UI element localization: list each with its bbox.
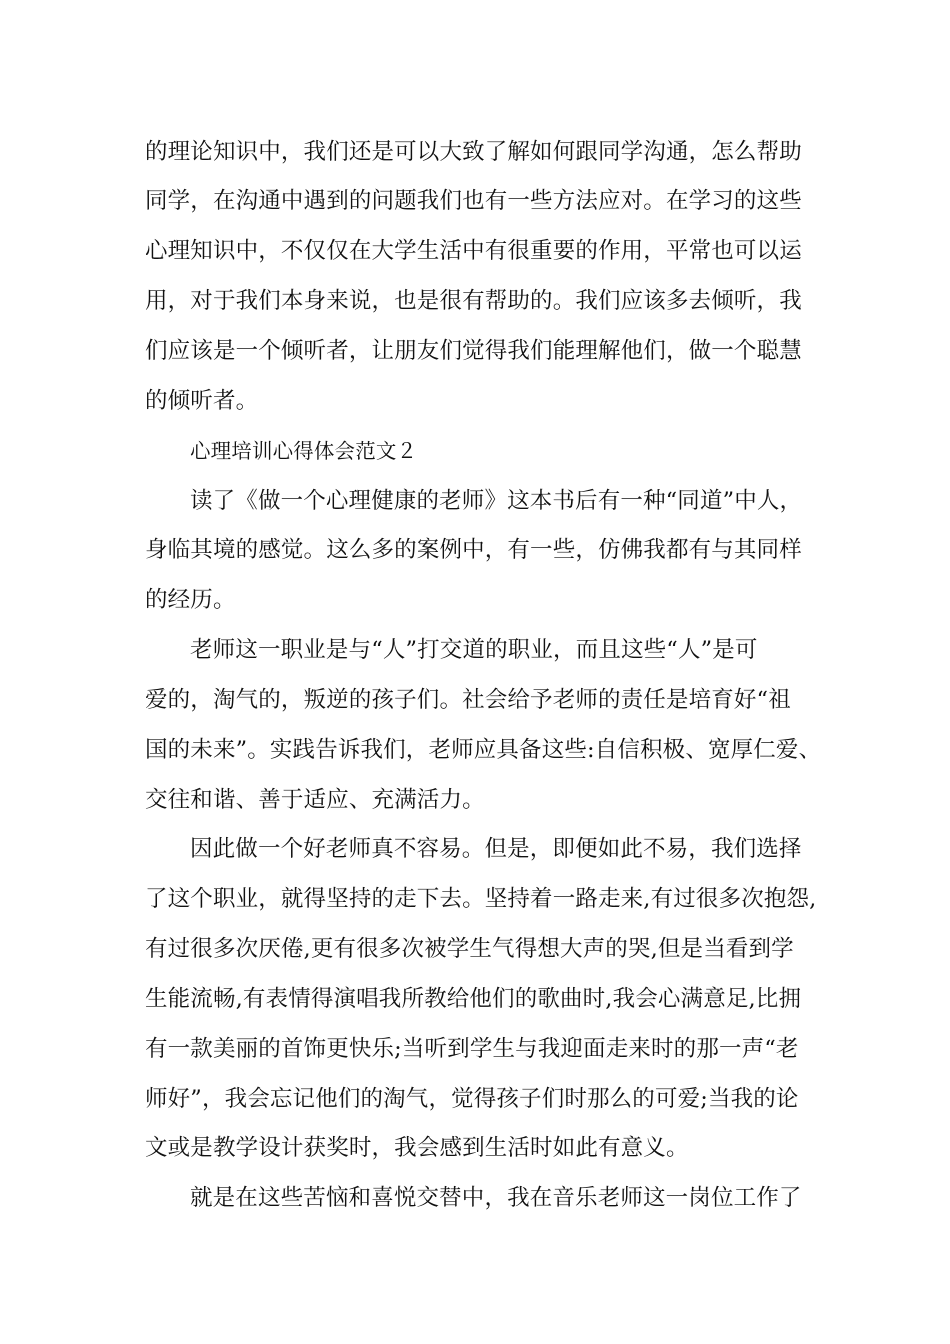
paragraph-4-line-7: 文或是教学设计获奖时，我会感到生活时如此有意义。 [145, 1135, 689, 1161]
paragraph-3-line-2: 爱的，淘气的，叛逆的孩子们。社会给予老师的责任是培育好“祖 [145, 687, 791, 713]
section-heading: 心理培训心得体会范文２ [190, 439, 418, 463]
paragraph-4-line-4: 生能流畅,有表情得演唱我所教给他们的歌曲时,我会心满意足,比拥 [145, 986, 802, 1012]
paragraph-1-line-3: 心理知识中，不仅仅在大学生活中有很重要的作用，平常也可以运 [145, 238, 802, 264]
paragraph-3-line-1: 老师这一职业是与“人”打交道的职业，而且这些“人”是可 [190, 637, 758, 663]
paragraph-1-line-4: 用，对于我们本身来说，也是很有帮助的。我们应该多去倾听，我 [145, 288, 802, 314]
paragraph-1-line-5: 们应该是一个倾听者，让朋友们觉得我们能理解他们，做一个聪慧 [145, 338, 802, 364]
paragraph-4-line-5: 有一款美丽的首饰更快乐;当听到学生与我迎面走来时的那一声“老 [145, 1036, 799, 1062]
paragraph-4-line-6: 师好”，我会忘记他们的淘气，觉得孩子们时那么的可爱;当我的论 [145, 1086, 799, 1112]
paragraph-2-line-1: 读了《做一个心理健康的老师》这本书后有一种“同道”中人， [190, 488, 803, 514]
paragraph-4-line-1: 因此做一个好老师真不容易。但是，即便如此不易，我们选择 [190, 836, 802, 862]
paragraph-5-line-1: 就是在这些苦恼和喜悦交替中，我在音乐老师这一岗位工作了 [190, 1185, 802, 1211]
paragraph-1-line-6: 的倾听者。 [145, 388, 259, 414]
paragraph-3-line-4: 交往和谐、善于适应、充满活力。 [145, 787, 485, 813]
paragraph-4-line-3: 有过很多次厌倦,更有很多次被学生气得想大声的哭,但是当看到学 [145, 936, 794, 962]
paragraph-1-line-1: 的理论知识中，我们还是可以大致了解如何跟同学沟通，怎么帮助 [145, 139, 802, 165]
paragraph-3-line-3: 国的未来”。实践告诉我们，老师应具备这些:自信积极、宽厚仁爱、 [145, 737, 822, 763]
paragraph-2-line-3: 的经历。 [145, 587, 236, 613]
paragraph-1-line-2: 同学，在沟通中遇到的问题我们也有一些方法应对。在学习的这些 [145, 188, 802, 214]
paragraph-4-line-2: 了这个职业，就得坚持的走下去。坚持着一路走来,有过很多次抱怨, [145, 886, 817, 912]
paragraph-2-line-2: 身临其境的感觉。这么多的案例中，有一些，仿佛我都有与其同样 [145, 537, 802, 563]
